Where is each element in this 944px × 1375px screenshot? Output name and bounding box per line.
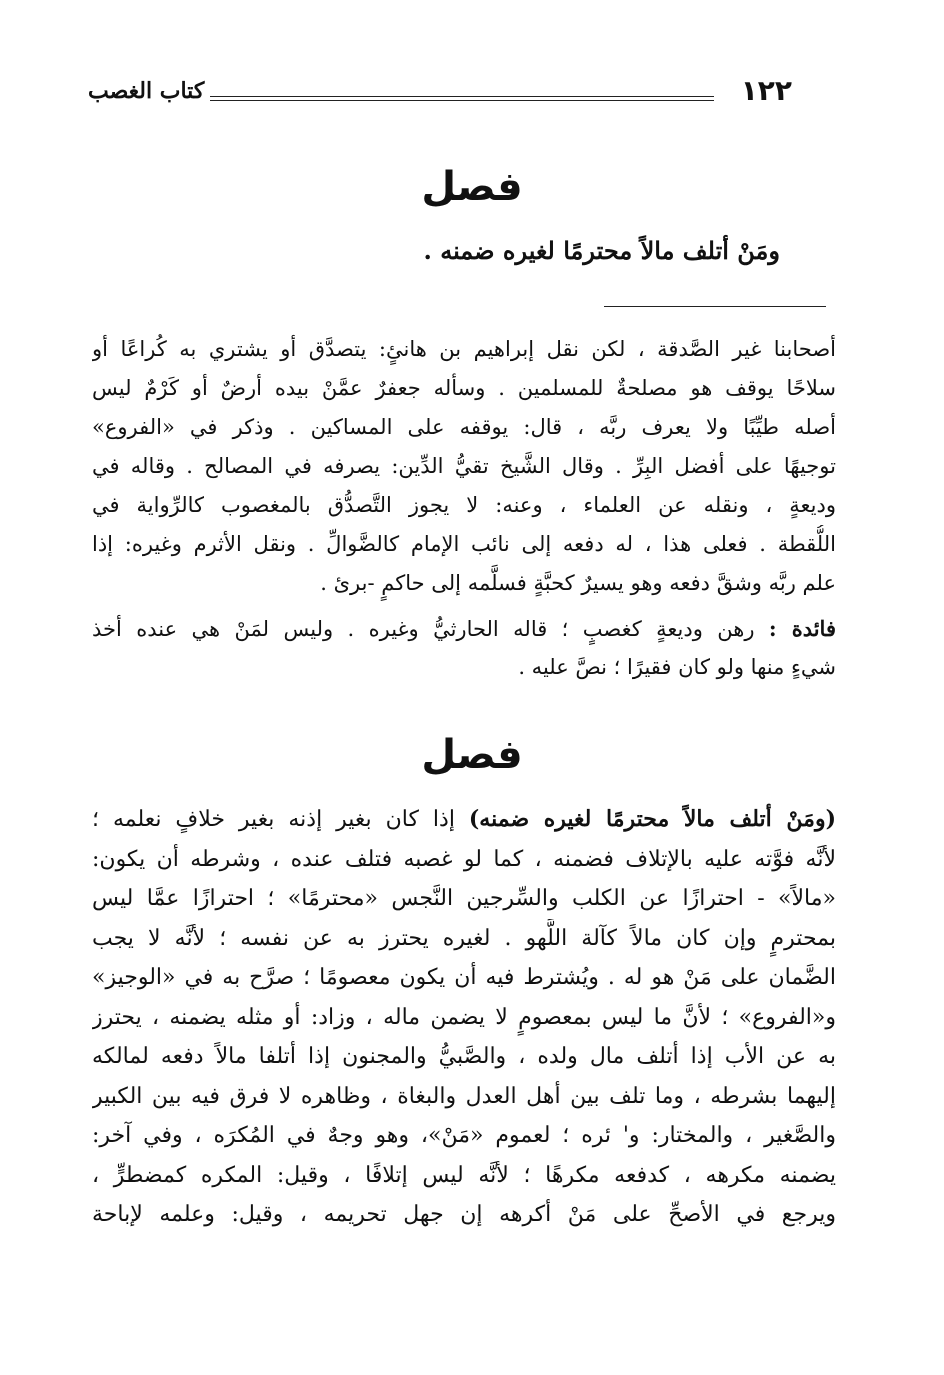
footnote-line: أصحابنا غير الصَّدقة ، لكن نقل إبراهيم بن هانئٍ: يتصدَّق أو يشتري به كُراعًا أو — [92, 337, 836, 361]
commentary-line: بمحترمٍ وإن كان مالاً كآلة اللَّهو . لغيره يحترز به عن نفسه ؛ لأنَّه لا يجب — [92, 925, 836, 951]
faida-text: رهن وديعةٍ كغصبٍ ؛ قاله الحارثيُّ وغيره . وليس لمَنْ هي عنده أخذ — [92, 617, 755, 641]
footnote-line: وديعةٍ ، ونقله عن العلماء ، وعنه: لا يجوز التَّصدُّق بالمغصوب كالرِّواية في — [92, 493, 836, 517]
commentary-line: «مالاً» - احترازًا عن الكلب والسِّرجين النَّجس «محترمًا» ؛ احترازًا عمَّا ليس — [92, 886, 836, 911]
matn-text: ومَنْ أتلف مالاً محترمًا لغيره ضمنه . — [423, 236, 780, 265]
faida-label: فائدة : — [768, 616, 836, 641]
matn-quote: (ومَنْ أتلف مالاً محترمًا لغيره ضمنه) — [468, 806, 836, 832]
commentary-line: إليهما بشرطه ، وما تلف بين أهل العدل والبغاة ، وظاهره لا فرق فيه بين الكبير — [92, 1083, 836, 1109]
commentary-line: والصَّغير ، والمختار: و' ئره ؛ لعموم «مَنْ»، وهو وجهٌ في المُكرَه ، وفي آخر: — [92, 1123, 836, 1148]
commentary-block — [92, 800, 836, 1235]
footnote-line: سلاحًا يوقف هو مصلحةٌ للمسلمين . وسأله جعفرٌ عمَّنْ بيده أرضٌ أو كَرْمٌ ليس — [92, 376, 836, 400]
commentary-line: الضَّمان على مَنْ هو له . ويُشترط فيه أن يكون معصومًا ؛ صرَّح به في «الوجيز» — [92, 965, 836, 990]
commentary-line: ويرجع في الأصحِّ على مَنْ أكرهه إن جهل تحريمه ، وقيل: وعلمه لإباحة — [92, 1202, 836, 1227]
commentary-line: لأنَّه فوَّته عليه بالإتلاف فضمنه ، كما لو غصبه فتلف عنده ، وشرطه أن يكون: — [92, 846, 836, 872]
footnote-separator — [604, 306, 826, 307]
footnote-line: توجيهًا على أفضل البِرِّ . وقال الشَّيخ تقيُّ الدِّين: يصرفه في المصالح . وقاله في — [92, 454, 836, 478]
commentary-first-line — [92, 800, 836, 840]
commentary-text: إذا كان بغير إذنه بغير خلافٍ نعلمه ؛ — [92, 807, 455, 832]
footnote-line: علم ربَّه وشقَّ دفعه وهو يسيرٌ كحبَّةٍ فسلَّمه إلى حاكمٍ -برئ . — [320, 571, 836, 595]
running-title: كتاب الغصب — [88, 78, 205, 104]
footnote-line: أصله طيِّبًا ولا يعرف ربَّه ، قال: يوقفه على المساكين . وذكر في «الفروع» — [92, 415, 836, 439]
commentary-line: و«الفروع» ؛ لأنَّ ما ليس بمعصومٍ لا يضمن ماله ، وزاد: أو مثله يضمنه ، يحترز — [92, 1004, 836, 1030]
page-header — [88, 68, 800, 112]
commentary-line: يضمنه مكرهه ، كدفعه مكرهًا ؛ لأنَّه ليس إتلافًا ، وقيل: المكره كمضطرٍّ ، — [92, 1162, 836, 1188]
footnote-line: اللُّقطة . فعلى هذا ، له دفعه إلى نائب الإمام كالضَّوالِّ . ونقل الأثرم وغيره: إذا — [92, 532, 836, 556]
commentary-line: به عن الأب إذا أتلف مال ولده ، والصَّبيُّ والمجنون إذا أتلفا مالاً دفعه لمالكه — [92, 1044, 836, 1069]
section-title-2: فصل — [421, 732, 523, 778]
faida-line: شيءٍ منها ولو كان فقيرًا ؛ نصَّ عليه . — [518, 655, 836, 679]
footnote-block — [92, 330, 836, 687]
faida-line — [92, 609, 836, 648]
section-title-1: فصل — [421, 164, 523, 210]
page-number: ١٢٢ — [740, 74, 792, 107]
header-rule — [210, 96, 714, 101]
